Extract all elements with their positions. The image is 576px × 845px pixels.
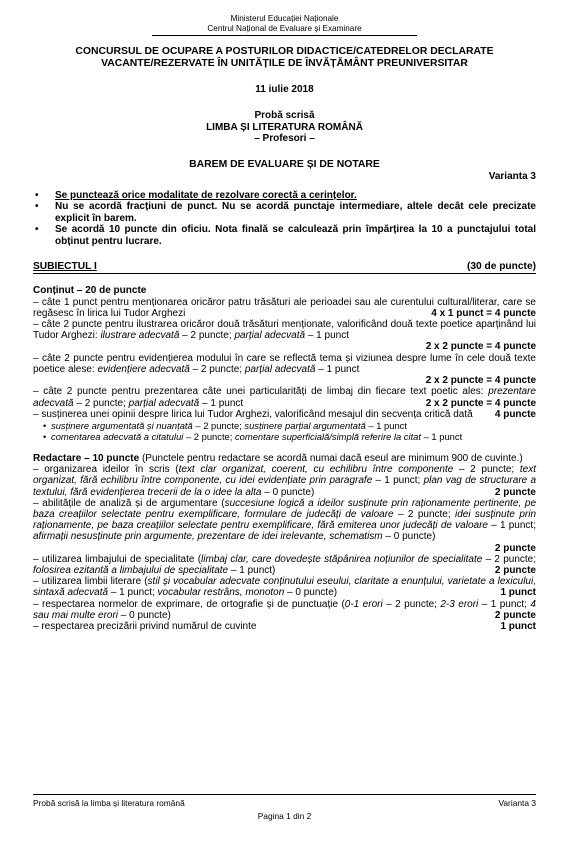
rule-item: • Se punctează orice modalitate de rezolvare corectă a cerințelor.	[33, 190, 536, 202]
ministry-name: Ministerul Educației Naționale	[230, 14, 339, 23]
variant-label: Varianta 3	[488, 170, 536, 182]
header-divider	[152, 35, 417, 36]
criterion-item: – respectarea precizării privind numărul de cuvinte 1 punct	[33, 620, 536, 632]
criterion-item: – susținerea unei opinii despre lirica lui Tudor Arghezi, valorificând mesajul din secvența critică dată 4 puncte	[33, 408, 536, 420]
criterion-score: 4 puncte	[494, 408, 536, 420]
document-title	[33, 46, 536, 70]
page-number: Pagina 1 din 2	[257, 811, 312, 821]
subject-heading	[33, 261, 536, 274]
criterion-item: – câte 2 puncte pentru ilustrarea oricăror două trăsături menționate, valorificând două texte poetice aparținând lui Tudor Arghezi: ilustrare adecvată – 2 puncte; parțial adecvată – 1 punct 2 x 2 puncte = 4 puncte	[33, 319, 536, 353]
content-section	[33, 285, 536, 441]
writing-section	[33, 453, 536, 632]
exam-type: Probă scrisă	[254, 110, 315, 121]
exam-info	[33, 110, 536, 145]
footer-right: Varianta 3	[498, 798, 536, 808]
rule-item: • Nu se acordă fracțiuni de punct. Nu se acordă punctaje intermediare, altele decât cele precizate explicit în barem.	[33, 201, 536, 224]
criterion-score: 4 x 1 punct = 4 puncte	[431, 307, 536, 319]
ministry-header	[33, 14, 536, 36]
writing-heading: Redactare – 10 puncte (Punctele pentru redactare se acordă numai dacă eseul are minimum 900 de cuvinte.)	[33, 452, 523, 464]
criterion-item: – utilizarea limbii literare (stil și vocabular adecvate conținutului eseului, claritate a enunțului, varietate a lexicului, sintaxă adecvată – 1 punct; vocabular restrâns, monoton – 0 puncte) 1 punct	[33, 576, 536, 599]
sub-criterion: • comentarea adecvată a citatului – 2 puncte; comentare superficială/simplă referire la citat – 1 punct	[33, 431, 536, 442]
page-footer	[33, 794, 536, 821]
criterion-score: 2 puncte	[494, 486, 536, 498]
criterion-score: 2 puncte	[494, 564, 536, 576]
criterion-score: 2 puncte	[494, 542, 536, 554]
criterion-item: – câte 1 punct pentru menționarea oricăror patru trăsături ale perioadei sau ale curentului cultural/literar, care se regăsesc în lirica lui Tudor Arghezi 4 x 1 punct = 4 puncte	[33, 296, 536, 319]
criterion-item: – utilizarea limbajului de specialitate (limbaj clar, care dovedește stăpânirea noțiunilor de specialitate – 2 puncte; folosirea ezitantă a limbajului de specialitate – 1 punct) 2 puncte	[33, 553, 537, 576]
barem-title: BAREM DE EVALUARE ȘI DE NOTARE	[189, 158, 380, 170]
sub-criterion: • susținere argumentată și nuanțată – 2 puncte; susținere parțial argumentată – 1 punct	[33, 420, 536, 431]
criterion-score: 2 x 2 puncte = 4 puncte	[425, 375, 536, 387]
center-name: Centrul Național de Evaluare și Examinare	[207, 23, 362, 33]
criterion-score: 2 x 2 puncte = 4 puncte	[425, 397, 536, 409]
exam-date: 11 iulie 2018	[255, 84, 314, 95]
footer-left: Probă scrisă la limba și literatura română	[33, 798, 185, 808]
criterion-item: – câte 2 puncte pentru prezentarea câte unei particularități de limbaj din fiecare text poetic ales: prezentare adecvată – 2 puncte; parțial adecvată – 1 punct 2 x 2 puncte = 4 puncte	[33, 386, 536, 409]
title-line-2: VACANTE/REZERVATE ÎN UNITĂȚILE DE ÎNVĂȚĂMÂNT PREUNIVERSITAR	[101, 58, 468, 69]
criterion-score: 2 x 2 puncte = 4 puncte	[425, 341, 536, 353]
criterion-item: – câte 2 puncte pentru evidențierea modului în care se reflectă tema și viziunea despre lume în cele două texte poetice alese: evidențiere adecvată – 2 puncte; parțial adecvată – 1 punct 2 x 2 puncte = 4 puncte	[33, 352, 536, 387]
document-page	[33, 14, 536, 832]
criterion-item: – organizarea ideilor în scris (text clar organizat, coerent, cu echilibru între componente – 2 puncte; text organizat, fără echilibru între componente, cu idei evidențiate prin paragrafe – 1 punct; plan vag de structurare a textului, fără evidențierea trecerii de la o idee la alta – 0 puncte) 2 puncte	[33, 464, 537, 498]
subject-points: (30 de puncte)	[466, 261, 536, 273]
title-line-1: CONCURSUL DE OCUPARE A POSTURILOR DIDACTICE/CATEDRELOR DECLARATE	[75, 46, 494, 57]
subject-label: SUBIECTUL I	[33, 261, 97, 273]
criterion-item: – respectarea normelor de exprimare, de ortografie și de punctuație (0-1 erori – 2 puncte; 2-3 erori – 1 punct; 4 sau mai multe erori – 0 puncte) 2 puncte	[33, 598, 536, 621]
rule-item: • Se acordă 10 puncte din oficiu. Nota finală se calculează prin împărțirea la 10 a punctajului total obținut pentru lucrare.	[33, 224, 536, 247]
criterion-score: 1 punct	[500, 620, 536, 632]
exam-subject: LIMBA ȘI LITERATURA ROMÂNĂ	[206, 121, 363, 133]
criterion-item: – abilitățile de analiză și de argumentare (succesiune logică a ideilor susținute prin raționamente pertinente, pe baza creațiilor selectate pentru exemplificare, formulare de judecăți de valoare – 2 puncte; idei susținute prin raționamente, pe baza creațiilor selectate pentru exemplificare, fără emiterea unor judecăți de valoare – 1 punct; afirmații nesusținute prin argumente, prezentare de idei irelevante, schematism – 0 puncte) 2 puncte	[33, 497, 537, 554]
content-heading: Conținut – 20 de puncte	[33, 285, 147, 297]
criterion-score: 2 puncte	[494, 609, 536, 621]
rules-list	[33, 190, 536, 248]
exam-audience: – Profesori –	[254, 133, 315, 144]
criterion-score: 1 punct	[500, 587, 536, 599]
